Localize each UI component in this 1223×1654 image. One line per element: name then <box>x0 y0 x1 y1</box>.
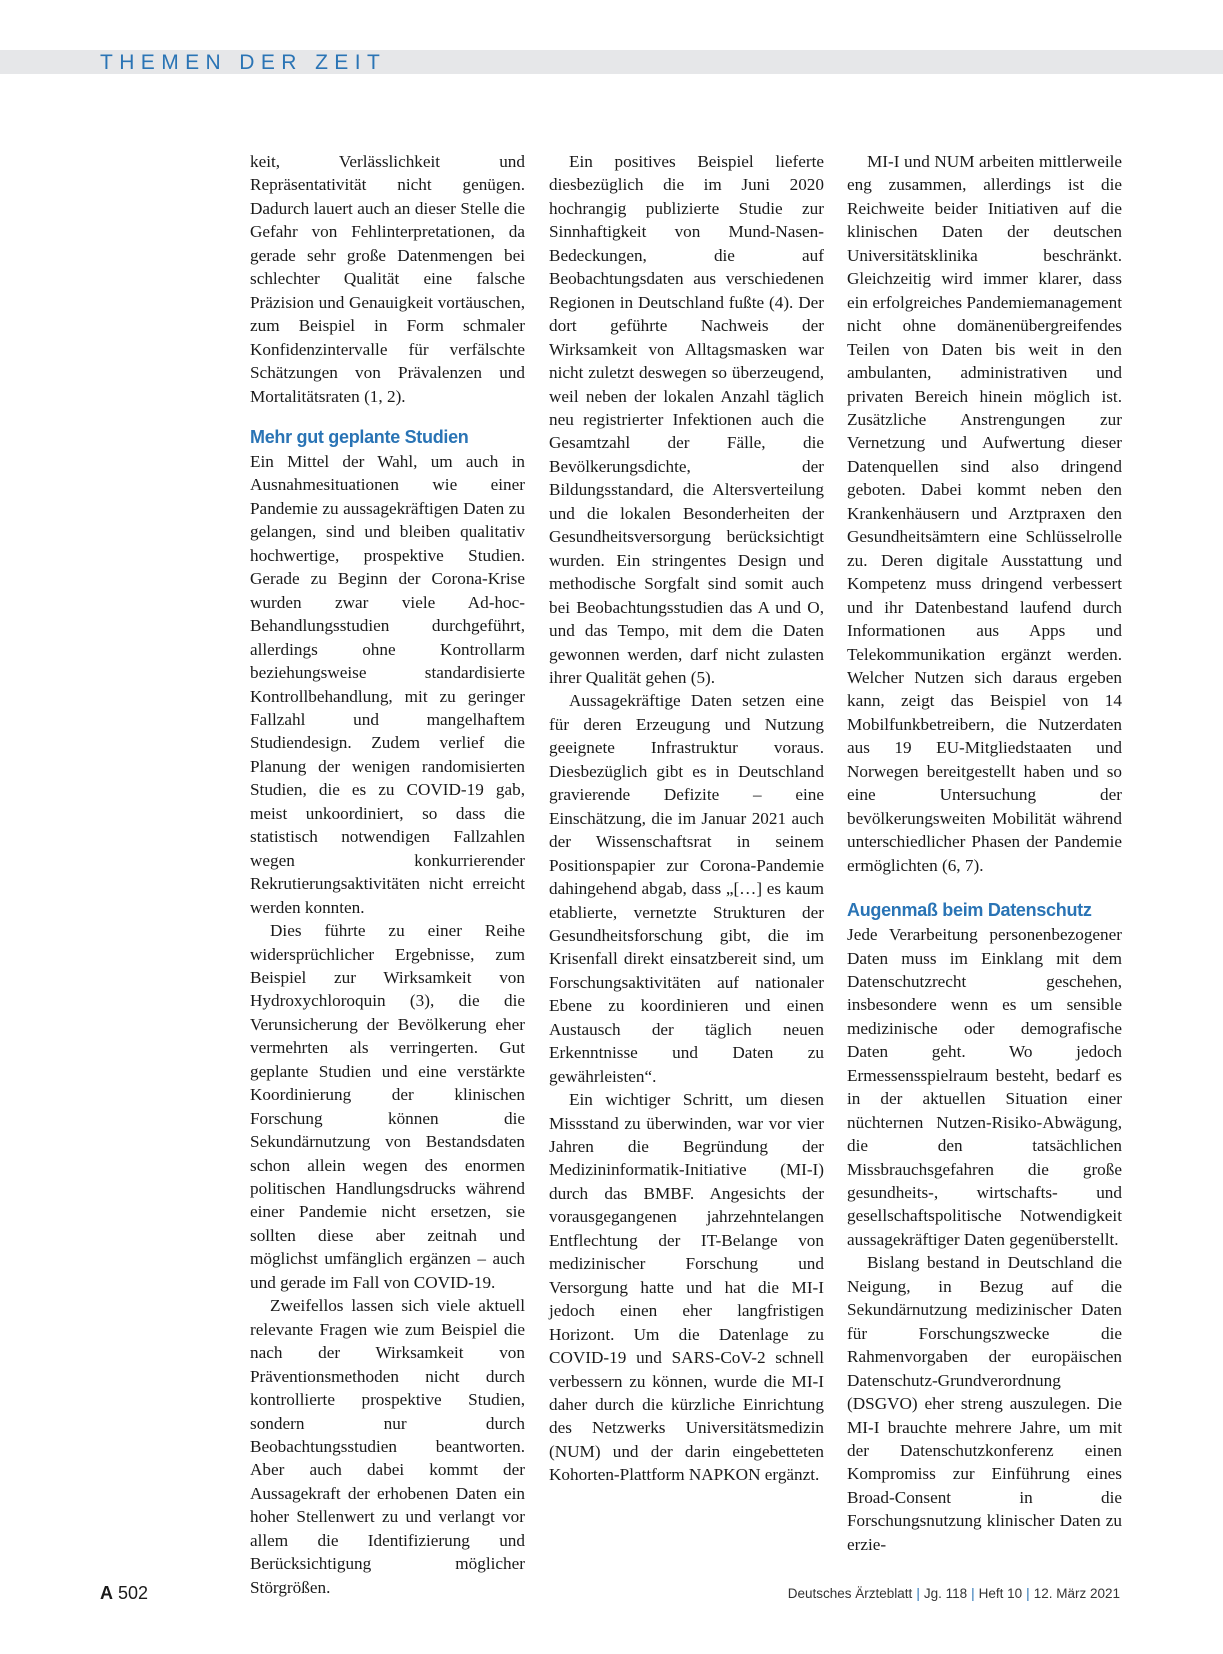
paragraph: Zweifellos lassen sich viele aktuell relevante Fragen wie zum Beispiel die nach der Wirksamkeit von Präventionsmethoden nicht durch kontrollierte prospektive Studien, sondern nur durch Beobachtungsstudien beantworten. Aber auch dabei kommt der Aussagekraft der erhobenen Daten ein hoher Stellenwert zu und verlangt vor allem die Identifizierung und Berücksichtigung möglicher Störgrößen. <box>250 1296 525 1597</box>
page-number-value: 502 <box>118 1583 149 1603</box>
page-number <box>100 1583 148 1604</box>
paragraph: keit, Verlässlichkeit und Repräsentativität nicht genügen. Dadurch lauert auch an dieser Stelle die Gefahr von Fehlinterpretationen, da gerade sehr große Datenmengen bei schlechter Qualität eine falsche Präzision und Genauigkeit vortäuschen, zum Beispiel in Form schmaler Konfidenzintervalle für verfälschte Schätzungen von Prävalenzen und Mortalitätsraten (1, 2). <box>250 152 525 406</box>
text-column-1 <box>250 150 525 1599</box>
paragraph: Ein Mittel der Wahl, um auch in Ausnahmesituationen wie einer Pandemie zu aussagekräftigen Daten zu gelangen, sind und bleiben qualitativ hochwertige, prospektive Studien. Gerade zu Beginn der Corona-Krise wurden zwar viele Ad-hoc-Behandlungsstudien durchgeführt, allerdings ohne Kontrollarm beziehungsweise standardisierte Kontrollbehandlung, mit zu geringer Fallzahl und mangelhaftem Studiendesign. Zudem verlief die Planung der wenigen randomisierten Studien, die es zu COVID-19 gab, meist unkoordiniert, so dass die statistisch notwendigen Fallzahlen wegen konkurrierender Rekrutierungsaktivitäten nicht erreicht werden konnten. <box>250 451 525 917</box>
section-title: THEMEN DER ZEIT <box>100 51 387 74</box>
page-prefix: A <box>100 1583 113 1603</box>
section-heading: Mehr gut geplante Studien <box>250 426 469 447</box>
separator: | <box>1026 1586 1030 1601</box>
text-column-2 <box>549 150 824 1487</box>
paragraph: Bislang bestand in Deutschland die Neigung, in Bezug auf die Sekundärnutzung medizinischer Daten für Forschungszwecke die Rahmenvorgaben der europäischen Datenschutz-Grundverordnung (DSGVO) eher streng auszulegen. Die MI-I brauchte mehrere Jahre, um mit der Datenschutzkonferenz einen Kompromiss zur Einführung eines Broad-Consent in die Forschungsnutzung klinischer Daten zu erzie- <box>847 1253 1122 1554</box>
paragraph: Aussagekräftige Daten setzen eine für deren Erzeugung und Nutzung geeignete Infrastruktur voraus. Diesbezüglich gibt es in Deutschland gravierende Defizite – eine Einschätzung, die im Januar 2021 auch der Wissenschaftsrat in seinem Positionspapier zur Corona-Pandemie dahingehend abgab, dass „[…] es kaum etablierte, vernetzte Strukturen der Gesundheitsforschung gibt, die im Krisenfall direkt einsatzbereit sind, um Forschungsaktivitäten auf nationaler Ebene zu koordinieren und einen Austausch der täglich neuen Erkenntnisse und Daten zu gewährleisten“. <box>549 691 824 1086</box>
paragraph: Dies führte zu einer Reihe widersprüchlicher Ergebnisse, zum Beispiel zur Wirksamkeit von Hydroxychloroquin (3), die die Verunsicherung der Bevölkerung eher vermehrten als verringerten. Gut geplante Studien und eine verstärkte Koordinierung der klinischen Forschung können die Sekundärnutzung von Bestandsdaten schon allein wegen des enormen politischen Handlungsdrucks während einer Pandemie nicht ersetzen, sie sollten diese aber zeitnah und möglichst umfänglich ergänzen – auch und gerade im Fall von COVID-19. <box>250 921 525 1292</box>
paragraph: Ein wichtiger Schritt, um diesen Missstand zu überwinden, war vor vier Jahren die Begründung der Medizininformatik-Initiative (MI-I) durch das BMBF. Angesichts der vorausgegangenen jahrzehntelangen Entflechtung der IT-Belange von medizinischer Forschung und Versorgung hatte und hat die MI-I jedoch einen eher langfristigen Horizont. Um die Datenlage zu COVID-19 und SARS-CoV-2 schnell verbessern zu können, wurde die MI-I daher durch die kürzliche Einrichtung des Netzwerks Universitätsmedizin (NUM) und der darin eingebetteten Kohorten-Plattform NAPKON ergänzt. <box>549 1090 824 1485</box>
text-column-3 <box>847 150 1122 1556</box>
journal-date: 12. März 2021 <box>1033 1586 1120 1601</box>
paragraph: MI-I und NUM arbeiten mittlerweile eng zusammen, allerdings ist die Reichweite beider Initiativen auf die klinischen Daten der deutschen Universitätsklinika beschränkt. Gleichzeitig wird immer klarer, dass ein erfolgreiches Pandemiemanagement nicht ohne domänenübergreifendes Teilen von Daten bis weit in den ambulanten, administrativen und privaten Bereich hinein möglich ist. Zusätzliche Anstrengungen zur Vernetzung und Aufwertung dieser Datenquellen sind also dringend geboten. Dabei kommt neben den Krankenhäusern und Arztpraxen den Gesundheitsämtern eine Schlüsselrolle zu. Deren digitale Ausstattung und Kompetenz muss dringend verbessert und ihr Datenbestand laufend durch Informationen aus Apps und Telekommunikation ergänzt werden. Welcher Nutzen sich daraus ergeben kann, zeigt das Beispiel von 14 Mobilfunkbetreibern, die Nutzerdaten aus 19 EU-Mitgliedstaaten und Norwegen bereitgestellt haben und so eine Untersuchung der bevölkerungsweiten Mobilität während unterschiedlicher Phasen der Pandemie ermöglichten (6, 7). <box>847 152 1122 875</box>
journal-name: Deutsches Ärzteblatt <box>787 1586 913 1601</box>
section-heading: Augenmaß beim Datenschutz <box>847 900 1092 921</box>
paragraph: Jede Verarbeitung personenbezogener Daten muss im Einklang mit dem Datenschutzrecht geschehen, insbesondere wenn es um sensible medizinische oder demografische Daten geht. Wo jedoch Ermessensspielraum besteht, bedarf es in der aktuellen Situation einer nüchternen Nutzen-Risiko-Abwägung, die den tatsächlichen Missbrauchsgefahren die große gesundheits-, wirtschafts- und gesellschaftspolitische Notwendigkeit aussagekräftiger Daten gegenüberstellt. <box>847 925 1122 1249</box>
journal-info <box>788 1586 1120 1601</box>
paragraph: Ein positives Beispiel lieferte diesbezüglich die im Juni 2020 hochrangig publizierte Studie zur Sinnhaftigkeit von Mund-Nasen-Bedeckungen, die auf Beobachtungsdaten aus verschiedenen Regionen in Deutschland fußte (4). Der dort geführte Nachweis der Wirksamkeit von Alltagsmasken war nicht zuletzt deswegen so überzeugend, weil neben der lokalen Anzahl täglich neu registrierter Infektionen auch die Gesamtzahl der Fälle, die Bevölkerungsdichte, der Bildungsstandard, die Altersverteilung und die lokalen Besonderheiten der Gesundheitsversorgung berücksichtigt wurden. Ein stringentes Design und methodische Sorgfalt sind somit auch bei Beobachtungsstudien das A und O, und das Tempo, mit dem die Daten gewonnen werden, darf nicht zulasten ihrer Qualität gehen (5). <box>549 152 824 687</box>
separator: | <box>971 1586 975 1601</box>
separator: | <box>916 1586 920 1601</box>
journal-volume: Jg. 118 <box>923 1586 968 1601</box>
journal-issue: Heft 10 <box>978 1586 1023 1601</box>
